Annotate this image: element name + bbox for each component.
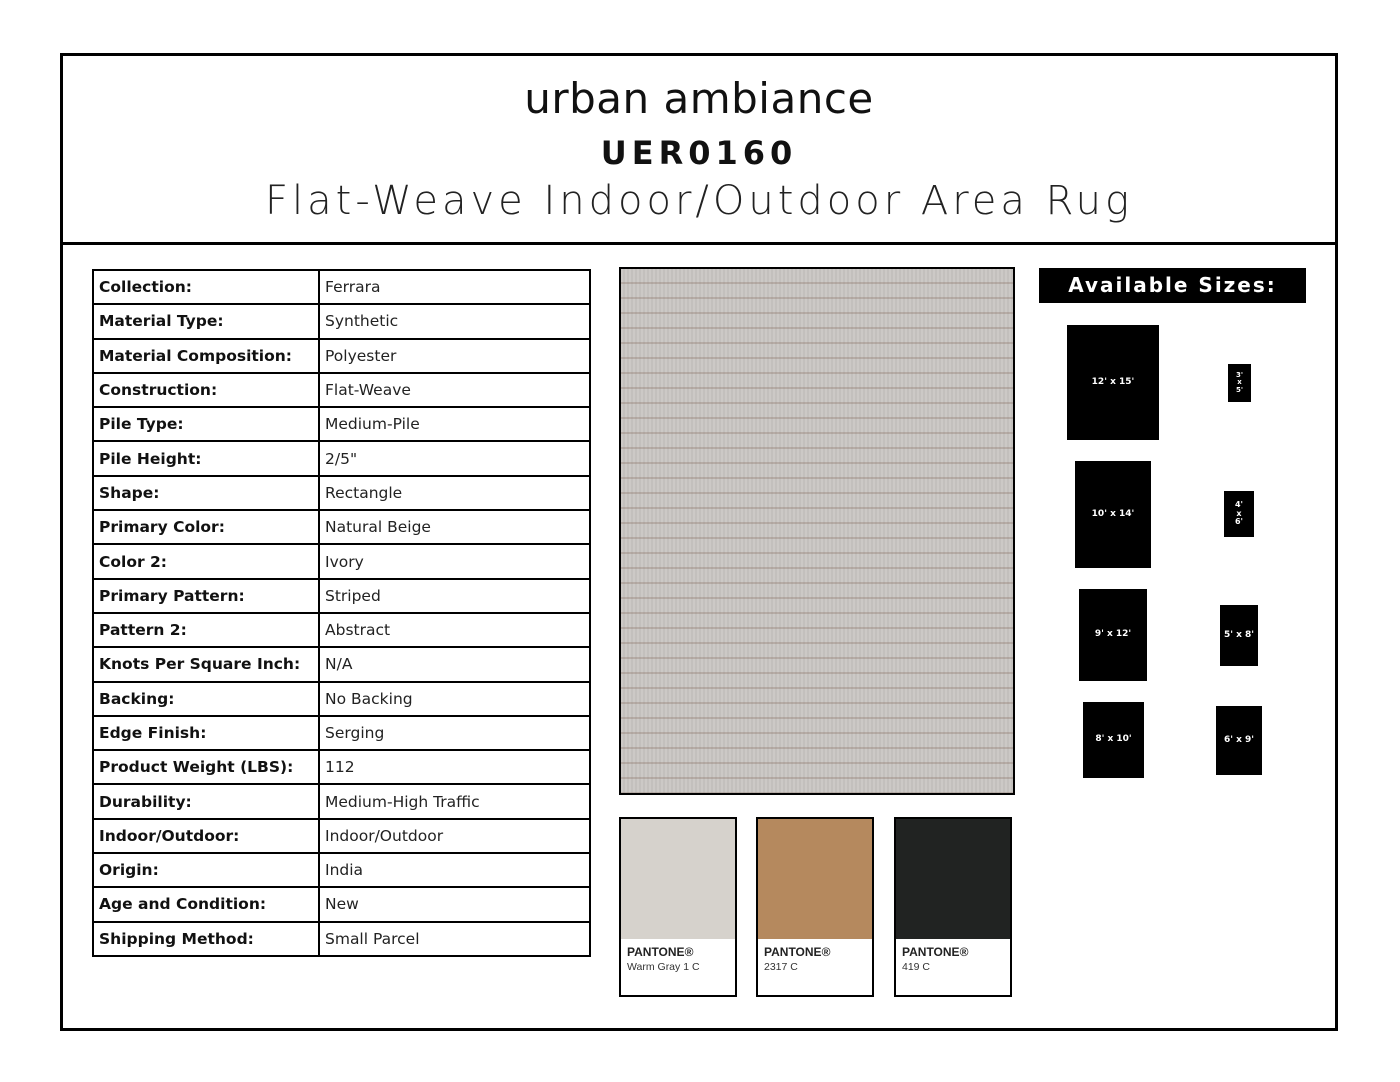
spec-row (93, 579, 590, 613)
rug-image (619, 267, 1015, 795)
available-sizes-title: Available Sizes: (1039, 268, 1306, 303)
spec-label: Backing: (93, 682, 319, 716)
spec-row (93, 339, 590, 373)
spec-row (93, 647, 590, 681)
spec-label: Construction: (93, 373, 319, 407)
swatch-color (621, 819, 735, 939)
spec-value: Small Parcel (319, 922, 590, 956)
spec-label: Pattern 2: (93, 613, 319, 647)
spec-value: Natural Beige (319, 510, 590, 544)
spec-row (93, 544, 590, 578)
spec-sheet-frame (60, 53, 1338, 1031)
brand-name: urban ambiance (524, 74, 874, 123)
spec-value: New (319, 887, 590, 921)
spec-value: Indoor/Outdoor (319, 819, 590, 853)
spec-label: Collection: (93, 270, 319, 304)
spec-row (93, 304, 590, 338)
header (63, 56, 1335, 245)
spec-label: Durability: (93, 784, 319, 818)
size-box-3x5: 3' x 5' (1228, 364, 1251, 402)
spec-label: Material Composition: (93, 339, 319, 373)
spec-row (93, 853, 590, 887)
swatch-color (896, 819, 1010, 939)
pantone-swatch-2 (756, 817, 874, 997)
spec-value: Ferrara (319, 270, 590, 304)
spec-label: Origin: (93, 853, 319, 887)
spec-value: Abstract (319, 613, 590, 647)
spec-value: India (319, 853, 590, 887)
size-box-6x9: 6' x 9' (1216, 706, 1262, 775)
size-box-9x12: 9' x 12' (1079, 589, 1147, 681)
size-box-5x8: 5' x 8' (1220, 605, 1258, 666)
swatch-color (758, 819, 872, 939)
spec-row (93, 613, 590, 647)
swatch-brand: PANTONE® (627, 945, 694, 959)
spec-label: Primary Pattern: (93, 579, 319, 613)
spec-row (93, 510, 590, 544)
spec-row (93, 441, 590, 475)
spec-value: Serging (319, 716, 590, 750)
spec-row (93, 682, 590, 716)
spec-label: Indoor/Outdoor: (93, 819, 319, 853)
spec-row (93, 784, 590, 818)
spec-label: Primary Color: (93, 510, 319, 544)
spec-label: Shape: (93, 476, 319, 510)
spec-row (93, 750, 590, 784)
pantone-swatch-3 (894, 817, 1012, 997)
spec-value: Synthetic (319, 304, 590, 338)
spec-label: Material Type: (93, 304, 319, 338)
size-box-12x15: 12' x 15' (1067, 325, 1159, 440)
spec-row (93, 407, 590, 441)
spec-value: Medium-High Traffic (319, 784, 590, 818)
spec-label: Shipping Method: (93, 922, 319, 956)
spec-row (93, 373, 590, 407)
spec-value: N/A (319, 647, 590, 681)
spec-table (92, 269, 591, 957)
spec-value: Polyester (319, 339, 590, 373)
spec-value: 112 (319, 750, 590, 784)
spec-label: Age and Condition: (93, 887, 319, 921)
pantone-swatch-1 (619, 817, 737, 997)
size-box-4x6: 4' x 6' (1224, 491, 1254, 537)
spec-row (93, 819, 590, 853)
spec-label: Pile Height: (93, 441, 319, 475)
swatch-code: 419 C (902, 961, 931, 973)
swatch-code: 2317 C (764, 961, 798, 973)
spec-value: Flat-Weave (319, 373, 590, 407)
spec-row (93, 716, 590, 750)
spec-value: Striped (319, 579, 590, 613)
spec-value: Ivory (319, 544, 590, 578)
spec-row (93, 476, 590, 510)
spec-label: Product Weight (LBS): (93, 750, 319, 784)
spec-label: Knots Per Square Inch: (93, 647, 319, 681)
spec-row (93, 270, 590, 304)
spec-value: Rectangle (319, 476, 590, 510)
spec-row (93, 887, 590, 921)
swatch-brand: PANTONE® (764, 945, 831, 959)
sku: UER0160 (600, 134, 798, 172)
spec-value: No Backing (319, 682, 590, 716)
swatch-code: Warm Gray 1 C (627, 961, 700, 973)
spec-row (93, 922, 590, 956)
size-box-10x14: 10' x 14' (1075, 461, 1151, 568)
spec-label: Pile Type: (93, 407, 319, 441)
swatch-brand: PANTONE® (902, 945, 969, 959)
spec-value: Medium-Pile (319, 407, 590, 441)
spec-label: Edge Finish: (93, 716, 319, 750)
size-box-8x10: 8' x 10' (1083, 702, 1144, 778)
spec-label: Color 2: (93, 544, 319, 578)
product-title: Flat-Weave Indoor/Outdoor Area Rug (265, 178, 1133, 224)
spec-value: 2/5" (319, 441, 590, 475)
